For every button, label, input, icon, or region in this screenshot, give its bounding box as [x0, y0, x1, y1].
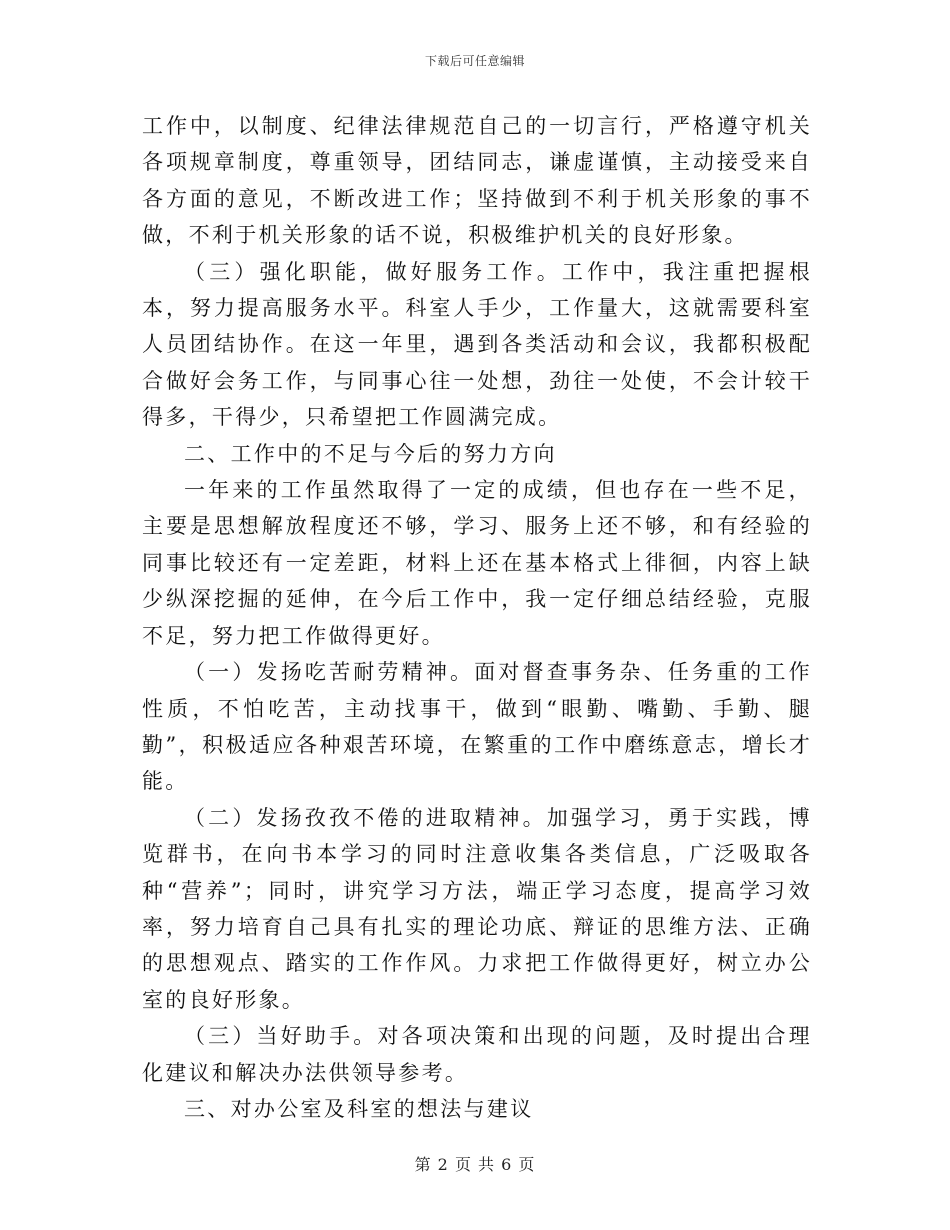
section-heading-suggestions: 三、对办公室及科室的想法与建议 [184, 1096, 534, 1121]
section-heading-shortcomings: 二、工作中的不足与今后的努力方向 [184, 441, 557, 466]
paragraph-good-assistant: （三）当好助手。对各项决策和出现的问题，及时提出合理化建议和解决办法供领导参考。 [142, 1024, 812, 1085]
paragraph-shortcomings: 一年来的工作虽然取得了一定的成绩，但也存在一些不足，主要是思想解放程度还不够，学习、服务上还不够，和有经验的同事比较还有一定差距，材料上还在基本格式上徘徊，内容上缺少纵深挖掘的延伸，在今后工作中，我一定仔细总结经验，克服不足，努力把工作做得更好。 [142, 478, 812, 648]
paragraph-progressive-spirit: （二）发扬孜孜不倦的进取精神。加强学习，勇于实践，博览群书，在向书本学习的同时注意收集各类信息，广泛吸取各种“营养”；同时，讲究学习方法，端正学习态度，提高学习效率，努力培育自己具有扎实的理论功底、辩证的思维方法、正确的思想观点、踏实的工作作风。力求把工作做得更好，树立办公室的良好形象。 [142, 805, 812, 1012]
page-number: 第 2 页 共 6 页 [414, 1155, 536, 1174]
paragraph-hardworking-spirit: （一）发扬吃苦耐劳精神。面对督查事务杂、任务重的工作性质，不怕吃苦，主动找事干，做到“眼勤、嘴勤、手勤、腿勤”，积极适应各种艰苦环境，在繁重的工作中磨练意志，增长才能。 [142, 660, 812, 794]
download-edit-note: 下载后可任意编辑 [424, 54, 525, 68]
document-body [142, 108, 812, 1127]
paragraph-discipline-continued: 工作中，以制度、纪律法律规范自己的一切言行，严格遵守机关各项规章制度，尊重领导，团结同志，谦虚谨慎，主动接受来自各方面的意见，不断改进工作；坚持做到不利于机关形象的事不做，不利于机关形象的话不说，积极维护机关的良好形象。 [142, 114, 812, 248]
paragraph-strengthen-functions: （三）强化职能，做好服务工作。工作中，我注重把握根本，努力提高服务水平。科室人手少，工作量大，这就需要科室人员团结协作。在这一年里，遇到各类活动和会议，我都积极配合做好会务工作，与同事心往一处想，劲往一处使，不会计较干得多，干得少，只希望把工作圆满完成。 [142, 259, 812, 430]
